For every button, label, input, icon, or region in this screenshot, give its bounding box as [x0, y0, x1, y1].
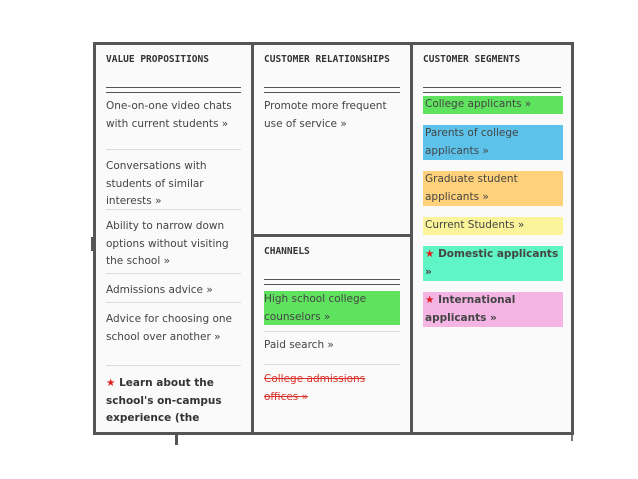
value-proposition-item[interactable]: One-on-one video chats with current students »	[106, 98, 241, 150]
channel-item-highlighted[interactable]: High school college counselors »	[264, 291, 400, 325]
segment-international-applicants[interactable]	[423, 292, 563, 327]
star-icon: ★	[425, 248, 435, 260]
customer-segments-panel	[413, 45, 574, 432]
value-proposition-featured-label: Learn about the school's on-campus experience (the	[106, 377, 222, 424]
segment-graduate-applicants[interactable]: Graduate student applicants »	[423, 171, 563, 206]
value-proposition-item-featured[interactable]	[106, 375, 241, 428]
channel-item[interactable]: Paid search »	[264, 331, 400, 365]
customer-relationship-item[interactable]: Promote more frequent use of service »	[264, 100, 387, 130]
value-proposition-item[interactable]: Advice for choosing one school over another »	[106, 311, 241, 366]
heading-divider	[264, 279, 400, 285]
heading-divider	[264, 87, 400, 93]
value-propositions-panel	[96, 45, 254, 432]
frame-right-tick	[571, 435, 573, 441]
heading-divider	[423, 87, 561, 93]
value-proposition-item[interactable]: Ability to narrow down options without visiting the school »	[106, 218, 241, 274]
frame-bottom-border	[93, 432, 574, 435]
star-icon: ★	[425, 294, 435, 306]
channels-panel	[254, 237, 413, 432]
segment-international-label: International applicants »	[425, 294, 516, 324]
value-propositions-heading: VALUE PROPOSITIONS	[106, 54, 209, 65]
star-icon: ★	[106, 377, 116, 389]
value-propositions-list	[106, 98, 241, 429]
customer-relationships-list	[264, 98, 400, 133]
customer-relationships-panel	[254, 45, 413, 237]
channels-list	[264, 291, 400, 406]
value-proposition-item[interactable]: Conversations with students of similar interests »	[106, 158, 241, 210]
channels-heading: CHANNELS	[264, 246, 310, 257]
customer-segments-heading: CUSTOMER SEGMENTS	[423, 54, 521, 65]
segment-domestic-label: Domestic applicants »	[425, 248, 559, 278]
business-model-canvas	[93, 42, 574, 435]
channel-item-removed[interactable]: College admissions offices »	[264, 373, 366, 403]
heading-divider	[106, 87, 241, 93]
customer-segments-list	[423, 96, 563, 327]
frame-left-tick	[91, 237, 94, 251]
segment-college-applicants[interactable]: College applicants »	[423, 96, 563, 114]
segment-domestic-applicants[interactable]	[423, 246, 563, 281]
segment-current-students[interactable]: Current Students »	[423, 217, 563, 235]
frame-bottom-tick	[175, 435, 178, 445]
value-proposition-item[interactable]: Admissions advice »	[106, 282, 241, 303]
segment-parents[interactable]: Parents of college applicants »	[423, 125, 563, 160]
customer-relationships-heading: CUSTOMER RELATIONSHIPS	[264, 54, 390, 65]
